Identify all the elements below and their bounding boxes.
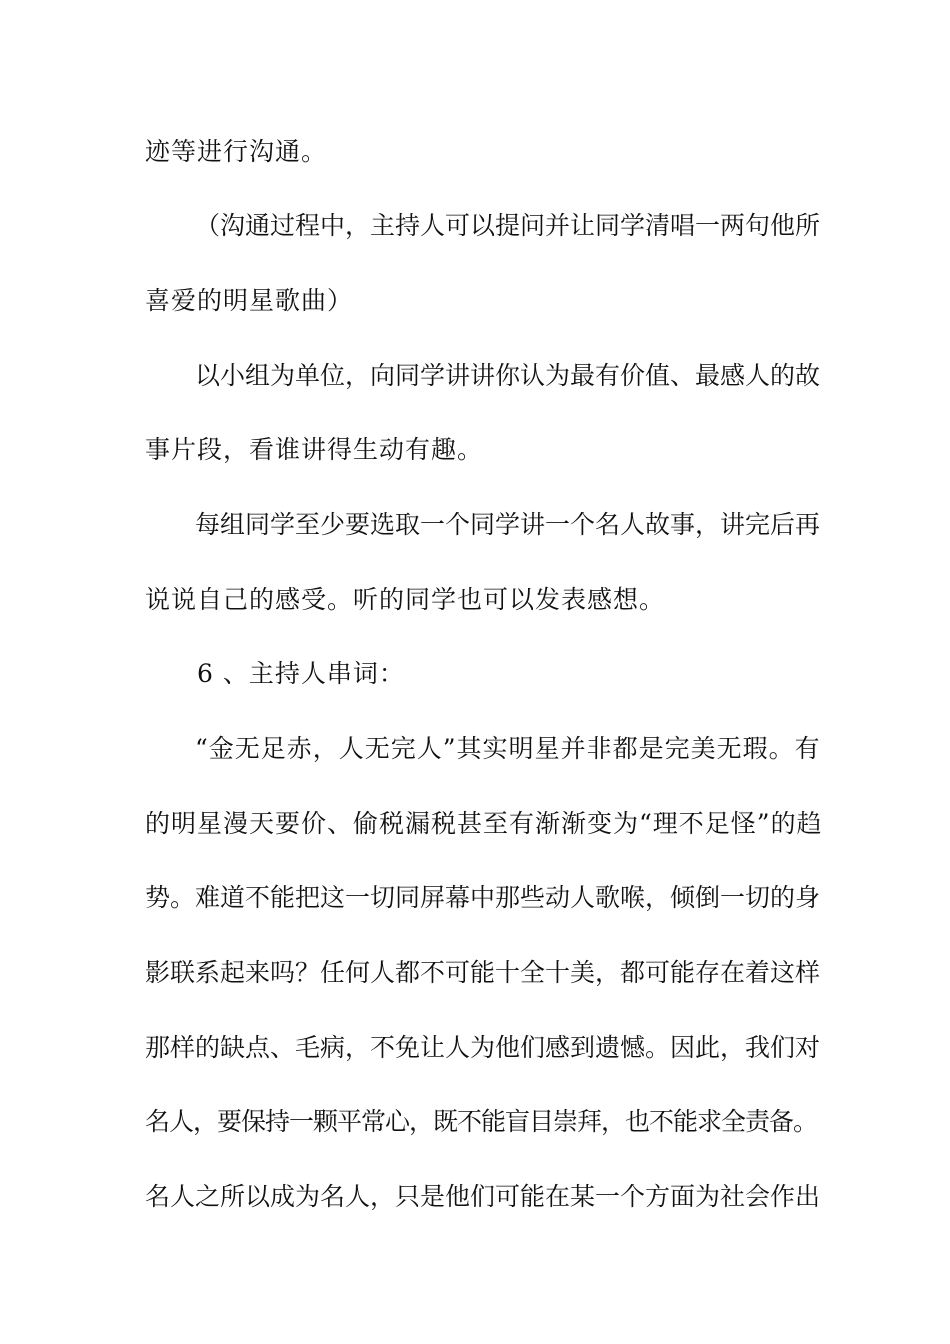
paragraph-line: 说说自己的感受。听的同学也可以发表感想。 <box>145 585 666 614</box>
paragraph-line: 势。难道不能把这一切同屏幕中那些动人歌喉，倾倒一切的身 <box>145 883 821 912</box>
paragraph-line: （沟通过程中，主持人可以提问并让同学清唱一两句他所 <box>195 211 821 240</box>
paragraph-line: 迹等进行沟通。 <box>145 137 328 166</box>
section-heading: 6 、主持人串词： <box>197 659 405 688</box>
paragraph-line: 那样的缺点、毛病，不免让人为他们感到遗憾。因此，我们对 <box>145 1033 821 1062</box>
paragraph-line: 影联系起来吗？任何人都不可能十全十美，都可能存在着这样 <box>145 958 821 987</box>
paragraph-line: 事片段，看谁讲得生动有趣。 <box>145 435 484 464</box>
paragraph-line: 名人，要保持一颗平常心，既不能盲目崇拜，也不能求全责备。 <box>145 1107 818 1136</box>
paragraph-line: 以小组为单位，向同学讲讲你认为最有价值、最感人的故 <box>195 361 821 390</box>
paragraph-line: 喜爱的明星歌曲） <box>145 286 354 315</box>
paragraph-line: 名人之所以成为名人，只是他们可能在某一个方面为社会作出 <box>145 1182 821 1211</box>
paragraph-line: 每组同学至少要选取一个同学讲一个名人故事，讲完后再 <box>195 510 821 539</box>
paragraph-line: “金无足赤，人无完人”其实明星并非都是完美无瑕。有 <box>195 734 821 763</box>
paragraph-line: 的明星漫天要价、偷税漏税甚至有渐渐变为“理不足怪”的趋 <box>145 809 823 838</box>
